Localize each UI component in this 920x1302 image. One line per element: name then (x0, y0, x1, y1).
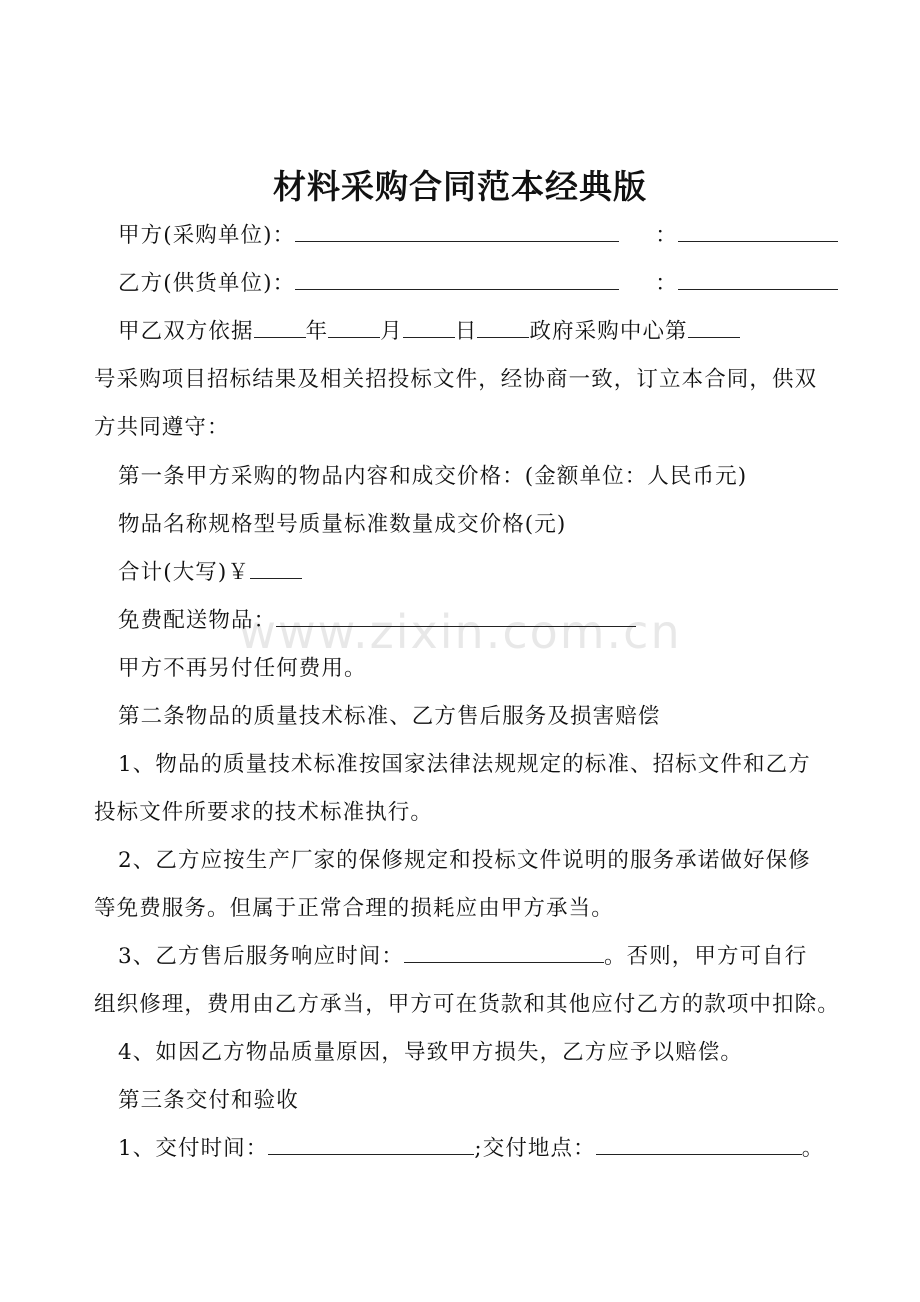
basis-year: 年 (305, 319, 329, 344)
basis-line-2: 号采购项目招标结果及相关招投标文件，经协商一致，订立本合同，供双 (94, 367, 818, 392)
party-b-blank (295, 269, 619, 290)
no-fee-line: 甲方不再另付任何费用。 (118, 656, 367, 681)
party-a-blank-2 (678, 221, 838, 242)
total-line (94, 557, 858, 589)
item-header: 物品名称规格型号质量标准数量成交价格(元) (118, 512, 567, 537)
basis-month: 月 (380, 319, 403, 344)
delivery-line (94, 1133, 858, 1165)
item3-text-1: 3、乙方售后服务响应时间： (118, 944, 404, 969)
free-delivery-label: 免费配送物品： (118, 608, 277, 633)
item3-line-2: 组织修理，费用由乙方承当，甲方可在货款和其他应付乙方的款项中扣除。 (94, 992, 840, 1017)
total-blank (250, 558, 302, 579)
item4-line: 4、如因乙方物品质量原因，导致甲方损失，乙方应予以赔偿。 (118, 1040, 743, 1065)
basis-line-3: 方共同遵守： (94, 415, 230, 440)
free-delivery-blank (276, 606, 636, 627)
party-b-colon: ： (655, 271, 678, 296)
item1-line-2: 投标文件所要求的技术标准执行。 (94, 800, 434, 825)
party-b-blank-2 (678, 269, 838, 290)
basis-text-1: 甲乙双方依据 (118, 319, 254, 344)
response-time-blank (404, 942, 604, 963)
item2-line-2: 等免费服务。但属于正常合理的损耗应由甲方承当。 (94, 896, 614, 921)
delivery-place-label: ;交付地点： (474, 1136, 596, 1161)
party-a-blank (295, 221, 619, 242)
item3-text-2: 。否则，甲方可自行 (603, 944, 808, 969)
delivery-place-blank (596, 1134, 802, 1155)
month-blank (328, 317, 380, 338)
delivery-time-blank (268, 1134, 474, 1155)
total-label: 合计(大写)￥ (118, 560, 250, 585)
party-a-line (94, 220, 858, 252)
party-b-label: 乙方(供货单位)： (118, 271, 296, 296)
article-2: 第二条物品的质量技术标准、乙方售后服务及损害赔偿 (118, 704, 661, 729)
article-1: 第一条甲方采购的物品内容和成交价格：(金额单位：人民币元) (118, 464, 748, 489)
party-a-colon: ： (655, 223, 678, 248)
item2-line-1: 2、乙方应按生产厂家的保修规定和投标文件说明的服务承诺做好保修 (118, 848, 811, 873)
no-blank (477, 317, 529, 338)
party-a-label: 甲方(采购单位)： (118, 223, 296, 248)
free-delivery-line (94, 605, 858, 637)
delivery-end: 。 (801, 1136, 825, 1161)
day-blank (403, 317, 455, 338)
article-3: 第三条交付和验收 (118, 1088, 299, 1113)
party-b-line (94, 268, 858, 300)
basis-day: 日 (454, 319, 478, 344)
year-blank (254, 317, 306, 338)
basis-text-2: 政府采购中心第 (529, 319, 688, 344)
watermark: www.zixin.com.cn (238, 605, 682, 659)
item1-line-1: 1、物品的质量技术标准按国家法律法规规定的标准、招标文件和乙方 (118, 752, 811, 777)
basis-line-1 (94, 316, 858, 348)
item3-line-1 (94, 941, 858, 973)
project-no-blank (688, 317, 740, 338)
page-title: 材料采购合同范本经典版 (273, 167, 647, 206)
delivery-time-label: 1、交付时间： (118, 1136, 269, 1161)
